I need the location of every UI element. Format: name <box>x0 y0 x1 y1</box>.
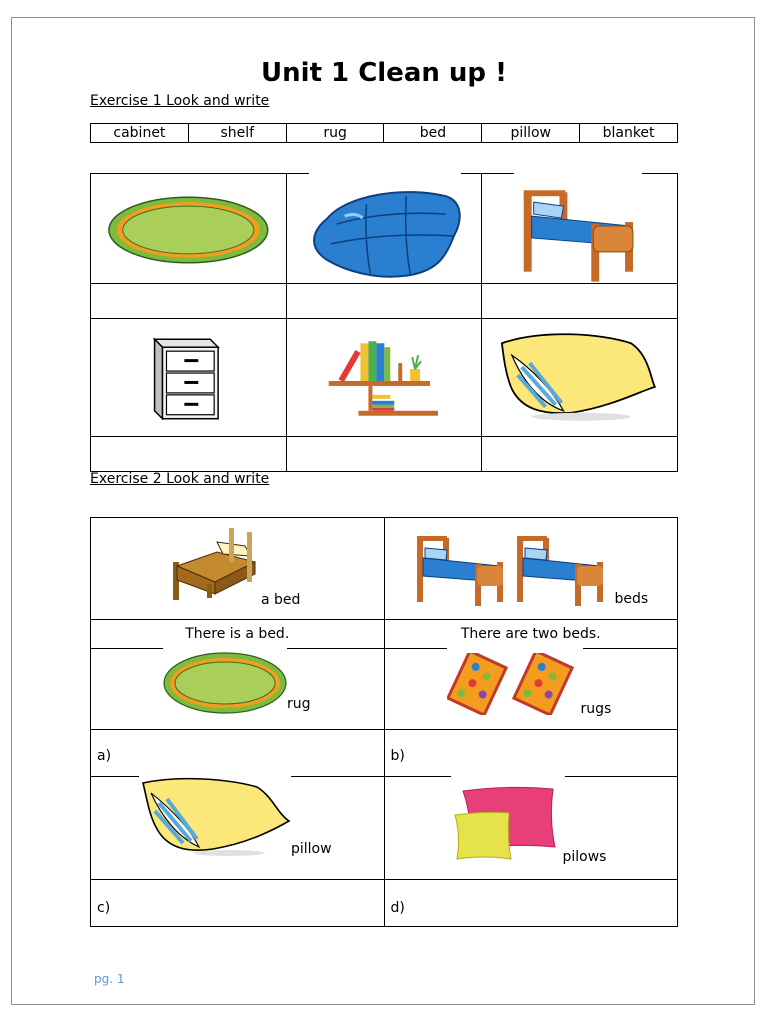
example-single-cell <box>91 518 385 620</box>
answer-cell[interactable] <box>286 284 482 319</box>
page-title: Unit 1 Clean up ! <box>261 58 507 88</box>
answer-cell[interactable] <box>286 437 482 472</box>
word-bank-item: pillow <box>482 124 580 143</box>
beds-picture <box>413 526 613 610</box>
answer-cell[interactable] <box>482 284 678 319</box>
exercise1-label: Exercise 1 Look and write <box>90 93 270 109</box>
rug-item-cell <box>91 649 385 730</box>
word-bank-item: rug <box>286 124 384 143</box>
example-sentence: There are two beds. <box>384 620 678 649</box>
rug-picture <box>91 174 286 283</box>
item-caption: pilows <box>562 849 607 865</box>
word-bank <box>90 123 678 143</box>
word-bank-item: cabinet <box>91 124 189 143</box>
pillow-item-cell <box>91 777 385 880</box>
answer-cell[interactable] <box>91 284 287 319</box>
pillow-picture <box>482 319 677 436</box>
item-letter: c) <box>97 900 111 916</box>
bed-cell <box>482 174 678 284</box>
shelf-cell <box>286 319 482 437</box>
answer-cell-a[interactable] <box>91 730 385 777</box>
exercise1-grid <box>90 173 678 472</box>
rug-picture <box>161 651 289 715</box>
shelf-picture <box>287 319 482 436</box>
word-bank-item: bed <box>384 124 482 143</box>
exercise2-grid <box>90 517 678 927</box>
answer-cell[interactable] <box>91 437 287 472</box>
example-caption: a bed <box>261 592 301 608</box>
example-caption: beds <box>614 591 649 607</box>
example-plural-cell <box>384 518 678 620</box>
item-letter: d) <box>390 900 405 916</box>
item-caption: rug <box>287 696 311 712</box>
cabinet-cell <box>91 319 287 437</box>
rug-cell <box>91 174 287 284</box>
cabinet-picture <box>91 319 286 436</box>
pillows-picture <box>453 785 563 865</box>
blanket-cell <box>286 174 482 284</box>
item-caption: pillow <box>291 841 332 857</box>
blanket-picture <box>287 174 482 283</box>
answer-cell[interactable] <box>482 437 678 472</box>
answer-cell-d[interactable] <box>384 880 678 927</box>
answer-cell-b[interactable] <box>384 730 678 777</box>
item-caption: rugs <box>580 701 612 717</box>
answer-cell-c[interactable] <box>91 880 385 927</box>
rugs-picture <box>447 653 583 715</box>
item-letter: b) <box>390 748 405 764</box>
item-letter: a) <box>97 748 112 764</box>
word-bank-item: blanket <box>580 124 678 143</box>
bed-picture <box>167 522 263 602</box>
page-number: pg. 1 <box>94 972 125 986</box>
word-bank-item: shelf <box>188 124 286 143</box>
exercise2-label: Exercise 2 Look and write <box>90 471 270 487</box>
pilows-item-cell <box>384 777 678 880</box>
rugs-item-cell <box>384 649 678 730</box>
pillow-picture <box>139 777 295 859</box>
bed-picture <box>482 174 677 283</box>
example-sentence: There is a bed. <box>91 620 385 649</box>
pillow-cell <box>482 319 678 437</box>
